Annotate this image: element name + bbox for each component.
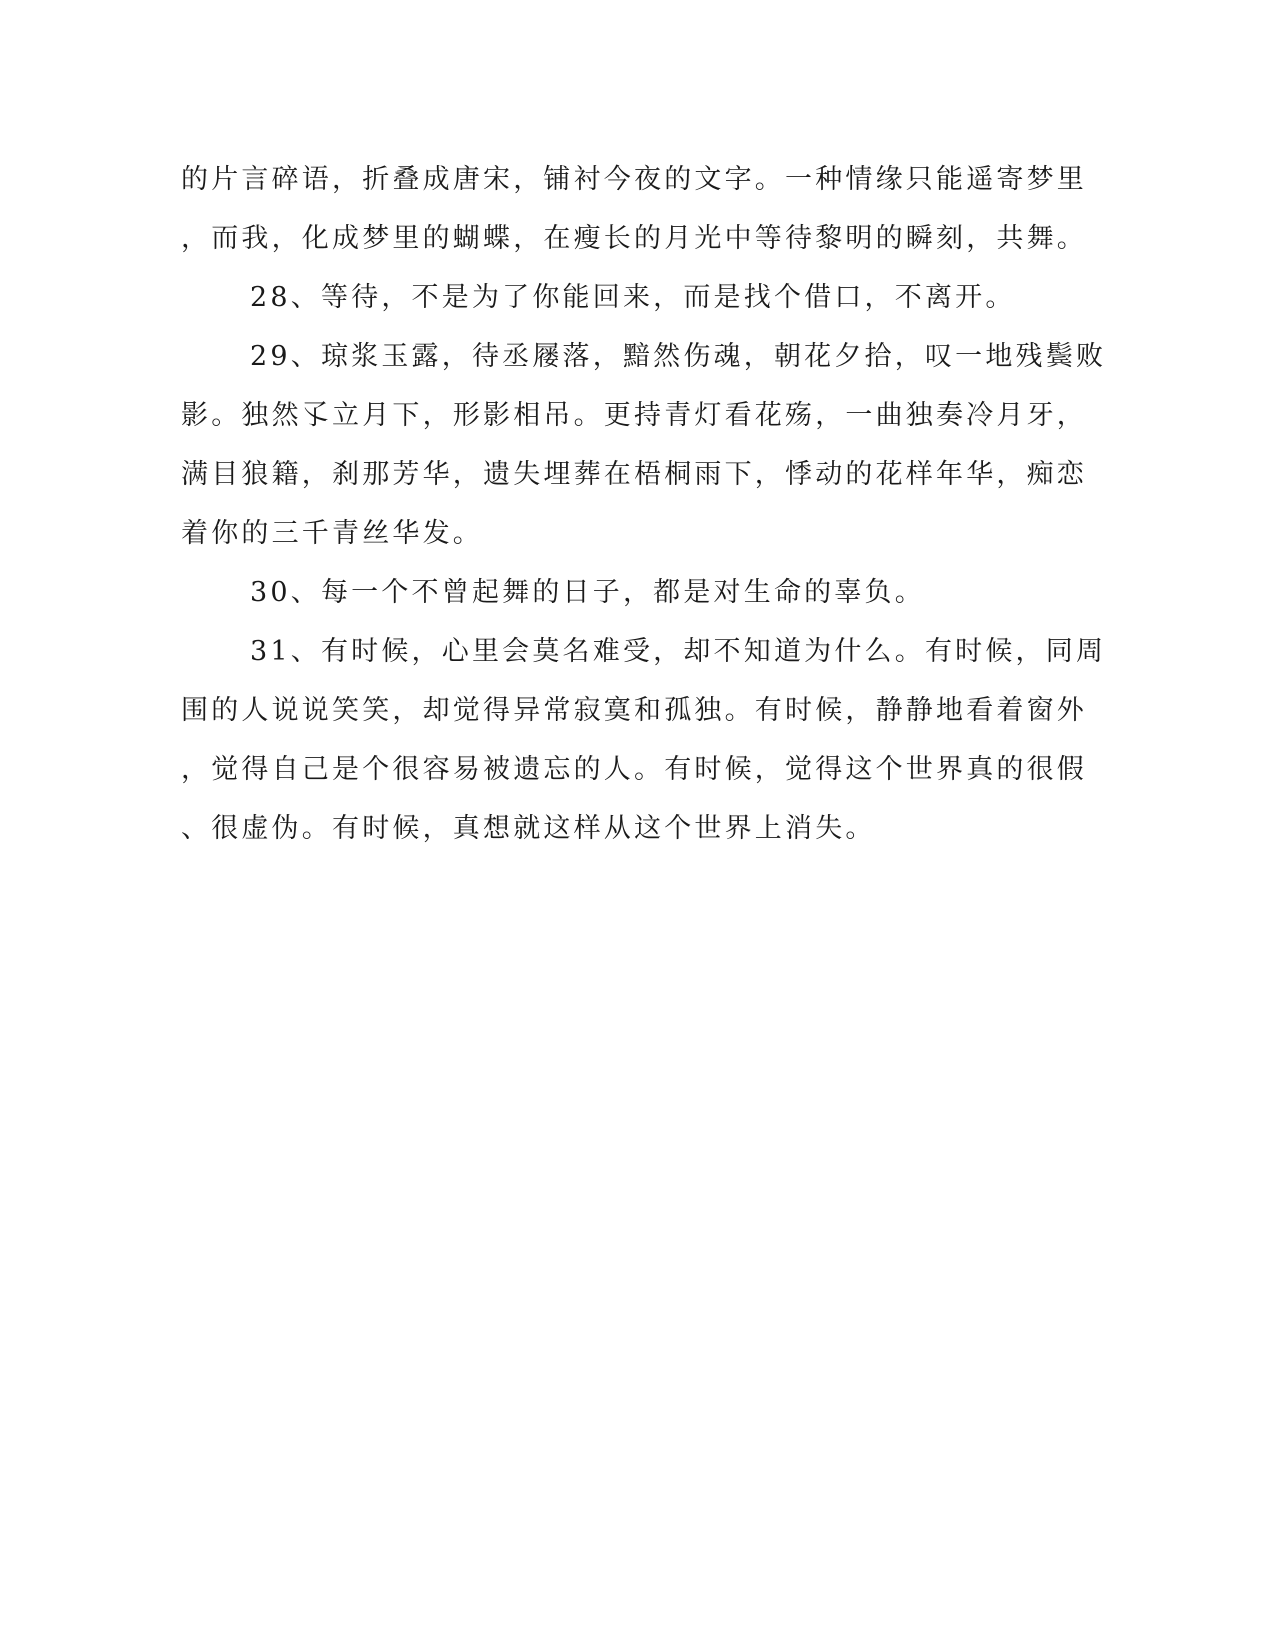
paragraph-line: 满目狼籍，刹那芳华，遗失埋葬在梧桐雨下，悸动的花样年华，痴恋 — [181, 459, 1087, 490]
paragraph-line: 影。独然孓立月下，形影相吊。更持青灯看花殇，一曲独奏冷月牙， — [181, 400, 1087, 431]
paragraph-line: 的片言碎语，折叠成唐宋，铺衬今夜的文字。一种情缘只能遥寄梦里 — [181, 164, 1087, 195]
paragraph-line: 28、等待，不是为了你能回来，而是找个借口，不离开。 — [250, 282, 1016, 313]
document-body — [181, 150, 1107, 858]
paragraph-line: 围的人说说笑笑，却觉得异常寂寞和孤独。有时候，静静地看着窗外 — [181, 695, 1087, 726]
paragraph-line: 31、有时候，心里会莫名难受，却不知道为什么。有时候，同周 — [250, 636, 1107, 667]
paragraph-line: 着你的三千青丝华发。 — [181, 518, 483, 549]
paragraph-line: 、很虚伪。有时候，真想就这样从这个世界上消失。 — [181, 813, 876, 844]
paragraph-line: 29、琼浆玉露，待丞屦落，黯然伤魂，朝花夕拾，叹一地残鬓败 — [250, 341, 1107, 372]
paragraph-line: ，而我，化成梦里的蝴蝶，在瘦长的月光中等待黎明的瞬刻，共舞。 — [181, 223, 1087, 254]
paragraph-line: ，觉得自己是个很容易被遗忘的人。有时候，觉得这个世界真的很假 — [181, 754, 1087, 785]
paragraph-line: 30、每一个不曾起舞的日子，都是对生命的辜负。 — [250, 577, 925, 608]
